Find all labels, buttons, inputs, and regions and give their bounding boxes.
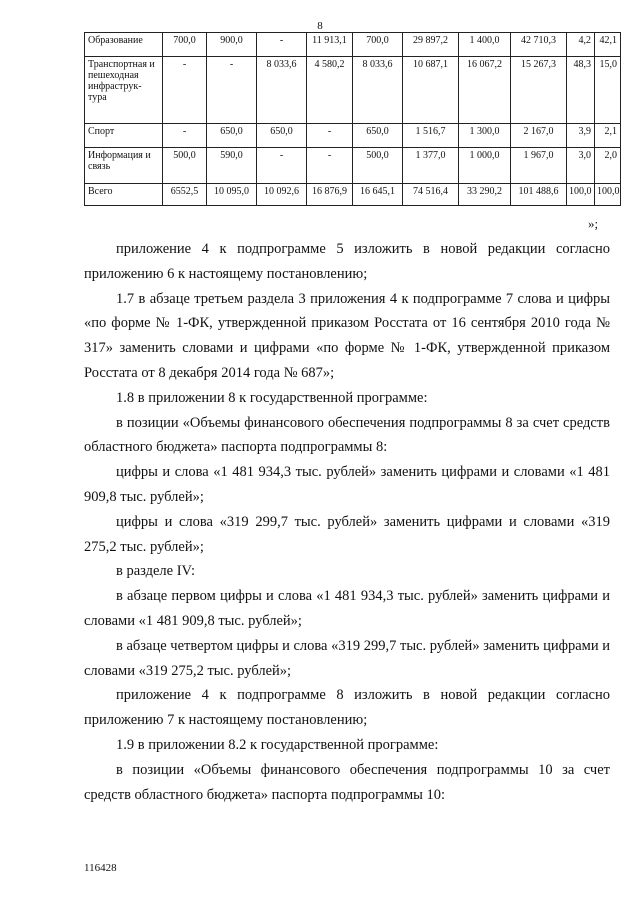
value-cell: 16 645,1 <box>353 184 403 206</box>
value-cell: 900,0 <box>207 33 257 57</box>
value-cell: 16 876,9 <box>307 184 353 206</box>
value-cell: 650,0 <box>257 124 307 148</box>
value-cell: 42,1 <box>595 33 621 57</box>
value-cell: 3,9 <box>567 124 595 148</box>
value-cell: 33 290,2 <box>459 184 511 206</box>
paragraph: в абзаце первом цифры и слова «1 481 934,3 тыс. рублей» заменить цифрами и словами «1 481 909,8 тыс. рублей»; <box>84 588 610 629</box>
value-cell: 1 516,7 <box>403 124 459 148</box>
value-cell: 29 897,2 <box>403 33 459 57</box>
value-cell: - <box>207 57 257 124</box>
value-cell: 10 092,6 <box>257 184 307 206</box>
paragraph: 1.7 в абзаце третьем раздела 3 приложения 4 к подпрограмме 7 слова и цифры «по форме № 1-ФК, утвержденной приказом Росстата от 16 сентября 2010 года № 317» заменить словами и цифрами «по форме № 1-ФК, утвержденной приказом Росстата от 8 декабря 2014 года № 687»; <box>84 290 610 381</box>
value-cell: 16 067,2 <box>459 57 511 124</box>
paragraph: в позиции «Объемы финансового обеспечения подпрограммы 8 за счет средств областного бюджета» паспорта подпрограммы 8: <box>84 414 610 456</box>
value-cell: - <box>163 124 207 148</box>
value-cell: - <box>257 148 307 184</box>
row-label-cell: Образование <box>85 33 163 57</box>
value-cell: 700,0 <box>353 33 403 57</box>
closing-quote: »; <box>588 216 599 231</box>
value-cell: 10 095,0 <box>207 184 257 206</box>
document-code: 116428 <box>84 862 117 874</box>
page-number: 8 <box>317 20 323 32</box>
value-cell: 2 167,0 <box>511 124 567 148</box>
value-cell: 2,1 <box>595 124 621 148</box>
value-cell: 1 967,0 <box>511 148 567 184</box>
value-cell: - <box>257 33 307 57</box>
paragraph: в разделе IV: <box>116 563 195 580</box>
value-cell: 1 000,0 <box>459 148 511 184</box>
row-label-cell: Спорт <box>85 124 163 148</box>
value-cell: 8 033,6 <box>353 57 403 124</box>
value-cell: 3,0 <box>567 148 595 184</box>
value-cell: 1 400,0 <box>459 33 511 57</box>
value-cell: 8 033,6 <box>257 57 307 124</box>
value-cell: 48,3 <box>567 57 595 124</box>
value-cell: 1 377,0 <box>403 148 459 184</box>
value-cell: 700,0 <box>163 33 207 57</box>
value-cell: 15,0 <box>595 57 621 124</box>
value-cell: 650,0 <box>353 124 403 148</box>
value-cell: 1 300,0 <box>459 124 511 148</box>
paragraph: цифры и слова «1 481 934,3 тыс. рублей» заменить цифрами и словами «1 481 909,8 тыс. рублей»; <box>84 464 610 505</box>
paragraph: в позиции «Объемы финансового обеспечения подпрограммы 10 за счет средств областного бюджета» паспорта подпрограммы 10: <box>84 761 610 803</box>
table-row <box>85 184 621 206</box>
value-cell: 590,0 <box>207 148 257 184</box>
value-cell: 4 580,2 <box>307 57 353 124</box>
value-cell: 500,0 <box>353 148 403 184</box>
value-cell: 100,0 <box>595 184 621 206</box>
value-cell: 2,0 <box>595 148 621 184</box>
row-label-cell: Информация и связь <box>85 148 163 184</box>
value-cell: 650,0 <box>207 124 257 148</box>
paragraph: 1.8 в приложении 8 к государственной программе: <box>116 389 428 406</box>
value-cell: - <box>307 124 353 148</box>
value-cell: 4,2 <box>567 33 595 57</box>
table-row <box>85 33 621 57</box>
value-cell: 100,0 <box>567 184 595 206</box>
value-cell: 11 913,1 <box>307 33 353 57</box>
paragraph: в абзаце четвертом цифры и слова «319 299,7 тыс. рублей» заменить цифрами и словами «319 275,2 тыс. рублей»; <box>84 637 610 679</box>
value-cell: 500,0 <box>163 148 207 184</box>
budget-table <box>84 32 621 206</box>
table-row <box>85 124 621 148</box>
paragraph: приложение 4 к подпрограмме 5 изложить в новой редакции согласно приложению 6 к настоящему постановлению; <box>84 241 610 282</box>
value-cell: 42 710,3 <box>511 33 567 57</box>
table-row <box>85 148 621 184</box>
value-cell: - <box>307 148 353 184</box>
value-cell: - <box>163 57 207 124</box>
value-cell: 101 488,6 <box>511 184 567 206</box>
value-cell: 74 516,4 <box>403 184 459 206</box>
body-text <box>84 237 610 807</box>
value-cell: 10 687,1 <box>403 57 459 124</box>
table-body <box>85 33 621 206</box>
value-cell: 6552,5 <box>163 184 207 206</box>
value-cell: 15 267,3 <box>511 57 567 124</box>
row-label-cell: Транспортная и пешеходная инфраструк-тура <box>85 57 163 124</box>
row-label-cell: Всего <box>85 184 163 206</box>
paragraph: цифры и слова «319 299,7 тыс. рублей» заменить цифрами и словами «319 275,2 тыс. рублей»; <box>84 513 610 555</box>
paragraph: приложение 4 к подпрограмме 8 изложить в новой редакции согласно приложению 7 к настоящему постановлению; <box>84 687 610 729</box>
table-row <box>85 57 621 124</box>
paragraph: 1.9 в приложении 8.2 к государственной программе: <box>116 736 439 753</box>
